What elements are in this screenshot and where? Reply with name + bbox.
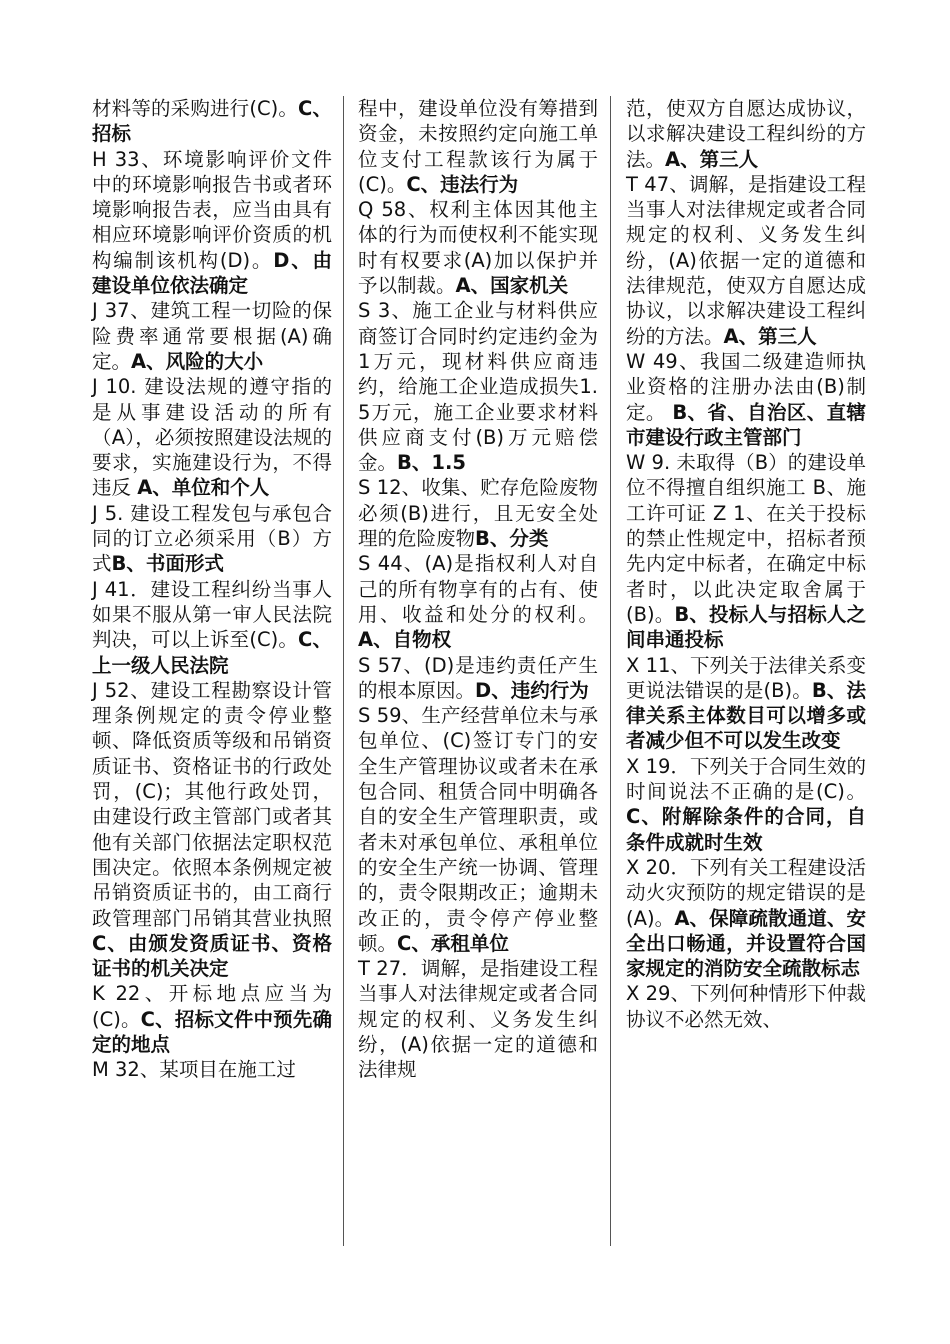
question-entry — [92, 678, 332, 982]
answer-text: A、国家机关 — [455, 274, 569, 298]
question-text: W 9. 未取得（B）的建设单位不得擅自组织施工 B、施工许可证 Z 1、在关于投标的禁止性规定中，招标者预先内定中标者，在确定中标者时，以此决定取舍属于(B)。 — [626, 451, 866, 626]
question-text: J 10. 建设法规的遵守指的是从事建设活动的所有（A），必须按照建设法规的要求，实施建设行为，不得违反 — [92, 375, 332, 500]
answer-text: A、第三人 — [723, 324, 817, 348]
question-text: S 57、(D)是违约责任产生的根本原因。 — [358, 653, 598, 702]
question-entry — [626, 96, 866, 172]
question-entry — [92, 1057, 332, 1082]
question-text: T 47、调解，是指建设工程当事人对法律规定或者合同规定的权利、义务发生纠纷，(A)依据一定的道德和法律规范，使双方自愿达成协议，以求解决建设工程纠纷的方法。 — [626, 172, 866, 348]
question-text: X 29、下列何种情形下仲裁协议不必然无效、 — [626, 982, 866, 1031]
column-divider — [343, 96, 344, 1246]
question-entry — [358, 197, 598, 298]
question-entry — [92, 374, 332, 500]
question-text: J 37、建筑工程一切险的保险费率通常要根据(A)确定。 — [92, 299, 332, 373]
question-entry — [626, 855, 866, 981]
answer-text: B、省、自治区、直辖市建设行政主管部门 — [626, 400, 866, 449]
question-entry — [626, 653, 866, 754]
answer-text: A、自物权 — [358, 628, 452, 652]
question-entry — [92, 298, 332, 374]
question-text: 范，使双方自愿达成协议，以求解决建设工程纠纷的方法。 — [626, 97, 866, 171]
question-entry — [92, 147, 332, 299]
question-text: J 5. 建设工程发包与承包合同的订立必须采用（B）方式 — [92, 501, 332, 576]
answer-text: B、1.5 — [397, 451, 466, 475]
question-entry — [358, 475, 598, 551]
question-entry — [626, 450, 866, 652]
column-divider — [610, 96, 611, 1246]
question-text: T 27．调解，是指建设工程当事人对法律规定或者合同规定的权利、义务发生纠纷，(A)依据一定的道德和法律规 — [358, 957, 598, 1082]
answer-text: D、违约行为 — [475, 678, 589, 702]
answer-text: A、保障疏散通道、安全出口畅通，并设置符合国家规定的消防安全疏散标志 — [626, 906, 867, 981]
answer-text: A、第三人 — [665, 147, 759, 171]
question-text: H 33、环境影响评价文件中的环境影响报告书或者环境影响报告表，应当由具有相应环境影响评价资质的机构编制该机构(D)。 — [92, 147, 332, 272]
question-text: J 41．建设工程纠纷当事人如果不服从第一审人民法院判决，可以上诉至(C)。 — [92, 577, 332, 652]
column-1 — [92, 96, 332, 1083]
answer-text: C、承租单位 — [397, 931, 509, 955]
question-text: K 22、开标地点应当为(C)。 — [92, 982, 332, 1031]
answer-text: C、附解除条件的合同，自条件成就时生效 — [626, 805, 866, 854]
question-entry — [358, 96, 598, 197]
question-text: S 12、收集、贮存危险废物必须(B)进行，且无安全处理的危险废物 — [358, 476, 598, 551]
question-entry — [358, 551, 598, 652]
column-2 — [358, 96, 598, 1083]
answer-text: B、分类 — [475, 527, 549, 551]
answer-text: B、投标人与招标人之间串通投标 — [626, 602, 866, 652]
question-text: S 59、生产经营单位未与承包单位、(C)签订专门的安全生产管理协议或者未在承包合同、租赁合同中明确各自的安全生产管理职责，或者未对承包单位、承租单位的安全生产统一协调、管理的，责令限期改正；逾期未改正的，责令停产停业整顿。 — [358, 704, 598, 955]
question-text: J 52、建设工程勘察设计管理条例规定的责令停业整顿、降低资质等级和吊销资质证书、资格证书的行政处罚，(C)；其他行政处罚，由建设行政主管部门或者其他有关部门依据法定职权范围决定。依照本条例规定被吊销资质证书的，由工商行政管理部门吊销其营业执照 — [92, 678, 332, 930]
question-entry — [358, 956, 598, 1082]
question-text: Q 58、权利主体因其他主体的行为而使权利不能实现时有权要求(A)加以保护并予以制裁。 — [358, 198, 598, 298]
question-entry — [92, 501, 332, 577]
answer-text: A、风险的大小 — [131, 349, 264, 373]
question-text: X 19．下列关于合同生效的时间说法不正确的是(C)。 — [626, 754, 866, 804]
question-entry — [358, 703, 598, 956]
question-text: X 20．下列有关工程建设活动火灾预防的规定错误的是(A)。 — [626, 855, 866, 930]
question-entry — [626, 349, 866, 450]
answer-text: C、上一级人民法院 — [92, 628, 332, 677]
question-entry — [626, 172, 866, 349]
question-text: S 3、施工企业与材料供应商签订合同时约定违约金为1万元，现材料供应商违约，给施工企业造成损失1.5万元，施工企业要求材料供应商支付(B)万元赔偿金。 — [358, 299, 598, 475]
question-text: M 32、某项目在施工过 — [92, 1058, 296, 1082]
question-text: 材料等的采购进行(C)。 — [92, 97, 299, 120]
question-entry — [626, 754, 866, 855]
question-entry — [626, 981, 866, 1032]
question-entry — [358, 298, 598, 475]
question-entry — [358, 653, 598, 704]
answer-text: C、违法行为 — [406, 172, 519, 196]
column-3 — [626, 96, 866, 1032]
question-text: W 49、我国二级建造师执业资格的注册办法由(B)制定。 — [626, 349, 866, 424]
question-text: X 11、下列关于法律关系变更说法错误的是(B)。 — [626, 653, 866, 702]
answer-text: C、招标 — [92, 97, 332, 146]
question-entry — [92, 577, 332, 678]
answer-text: C、招标文件中预先确定的地点 — [92, 1007, 332, 1056]
answer-text: B、书面形式 — [111, 552, 224, 576]
question-entry — [92, 981, 332, 1057]
answer-text: A、单位和个人 — [137, 476, 270, 500]
question-text: 程中，建设单位没有筹措到资金，未按照约定向施工单位支付工程款该行为属于(C)。 — [358, 97, 598, 196]
question-text: S 44、(A)是指权利人对自己的所有物享有的占有、使用、收益和处分的权利。 — [358, 552, 598, 626]
answer-text: C、由颁发资质证书、资格证书的机关决定 — [92, 931, 332, 981]
question-entry — [92, 96, 332, 147]
answer-text: D、由建设单位依法确定 — [92, 248, 333, 298]
answer-text: B、法律关系主体数目可以增多或者减少但不可以发生改变 — [626, 678, 867, 753]
